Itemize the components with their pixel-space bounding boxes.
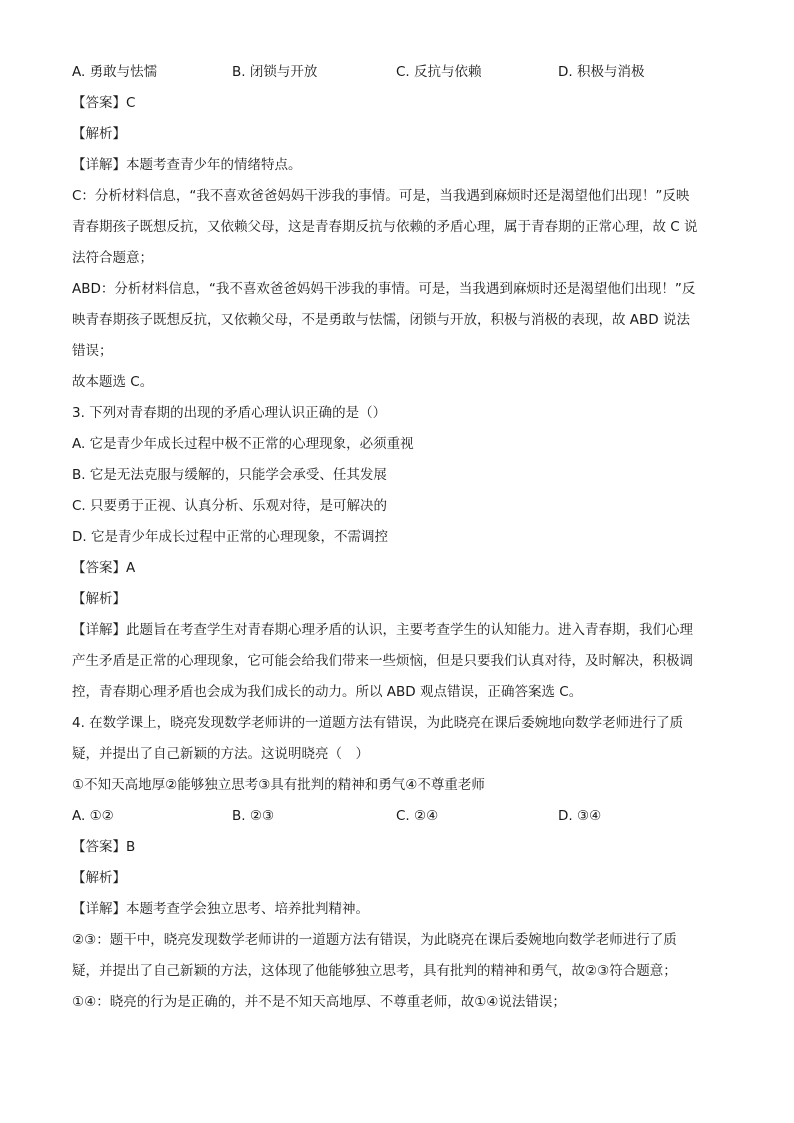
- q2-option-d: D. 积极与消极: [558, 64, 645, 80]
- q3-analysis-heading: 【解析】: [72, 591, 126, 607]
- q3-option-a: A. 它是青少年成长过程中极不正常的心理现象，必须重视: [72, 436, 414, 452]
- q3-option-b: B. 它是无法克服与缓解的，只能学会承受、任其发展: [72, 467, 387, 483]
- q3-stem: 3. 下列对青春期的出现的矛盾心理认识正确的是（）: [72, 405, 387, 421]
- q2-c-line-1: C：分析材料信息，“我不喜欢爸爸妈妈干涉我的事情。可是，当我遇到麻烦时还是渴望他们出现！”反映: [72, 188, 690, 204]
- q4-detail: 【详解】本题考查学会独立思考、培养批判精神。: [72, 901, 369, 917]
- q4-option-a: A. ①②: [72, 808, 114, 824]
- q2-option-a: A. 勇敢与怯懦: [72, 64, 158, 80]
- q3-answer: 【答案】A: [72, 560, 136, 576]
- q2-options: [72, 62, 728, 82]
- q3-detail-line-1: 【详解】此题旨在考查学生对青春期心理矛盾的认识，主要考查学生的认知能力。进入青春期，我们心理: [72, 622, 693, 638]
- q2-abd-line-3: 错误；: [72, 343, 113, 359]
- q4-stem-line-1: 4. 在数学课上，晓亮发现数学老师讲的一道题方法有错误，为此晓亮在课后委婉地向数学老师进行了质: [72, 715, 684, 731]
- q4-options: [72, 806, 728, 826]
- q3-option-c: C. 只要勇于正视、认真分析、乐观对待，是可解决的: [72, 498, 388, 514]
- q2-c-line-3: 法符合题意；: [72, 250, 153, 266]
- q4-14-line: ①④：晓亮的行为是正确的，并不是不知天高地厚、不尊重老师，故①④说法错误；: [72, 994, 566, 1010]
- q4-analysis-heading: 【解析】: [72, 870, 126, 886]
- q3-detail-line-2: 产生矛盾是正常的心理现象，它可能会给我们带来一些烦恼，但是只要我们认真对待，及时解决，积极调: [72, 653, 693, 669]
- q4-option-d: D. ③④: [558, 808, 602, 824]
- q4-23-line-1: ②③：题干中，晓亮发现数学老师讲的一道题方法有错误，为此晓亮在课后委婉地向数学老师进行了质: [72, 932, 677, 948]
- document-page: [72, 62, 728, 1023]
- q4-option-c: C. ②④: [396, 808, 439, 824]
- q4-option-b: B. ②③: [232, 808, 275, 824]
- q2-analysis-heading: 【解析】: [72, 126, 126, 142]
- q2-option-b: B. 闭锁与开放: [232, 64, 318, 80]
- q3-option-d: D. 它是青少年成长过程中正常的心理现象，不需调控: [72, 529, 388, 545]
- q2-detail: 【详解】本题考查青少年的情绪特点。: [72, 157, 302, 173]
- q3-detail-line-3: 控，青春期心理矛盾也会成为我们成长的动力。所以 ABD 观点错误，正确答案选 C。: [72, 684, 583, 700]
- q4-23-line-2: 疑，并提出了自己新颖的方法，这体现了他能够独立思考，具有批判的精神和勇气，故②③符合题意；: [72, 963, 677, 979]
- q4-stem-line-2: 疑，并提出了自己新颖的方法。这说明晓亮（ ）: [72, 746, 369, 762]
- q2-option-c: C. 反抗与依赖: [396, 64, 482, 80]
- q2-abd-line-1: ABD：分析材料信息，“我不喜欢爸爸妈妈干涉我的事情。可是，当我遇到麻烦时还是渴望他们出现！”反: [72, 281, 696, 297]
- q4-answer: 【答案】B: [72, 839, 136, 855]
- q2-conclusion: 故本题选 C。: [72, 374, 154, 390]
- q4-statements: ①不知天高地厚②能够独立思考③具有批判的精神和勇气④不尊重老师: [72, 777, 485, 793]
- q2-answer: 【答案】C: [72, 95, 136, 111]
- q2-abd-line-2: 映青春期孩子既想反抗，又依赖父母，不是勇敢与怯懦，闭锁与开放，积极与消极的表现，故 ABD 说法: [72, 312, 690, 328]
- q2-c-line-2: 青春期孩子既想反抗，又依赖父母，这是青春期反抗与依赖的矛盾心理，属于青春期的正常心理，故 C 说: [72, 219, 698, 235]
